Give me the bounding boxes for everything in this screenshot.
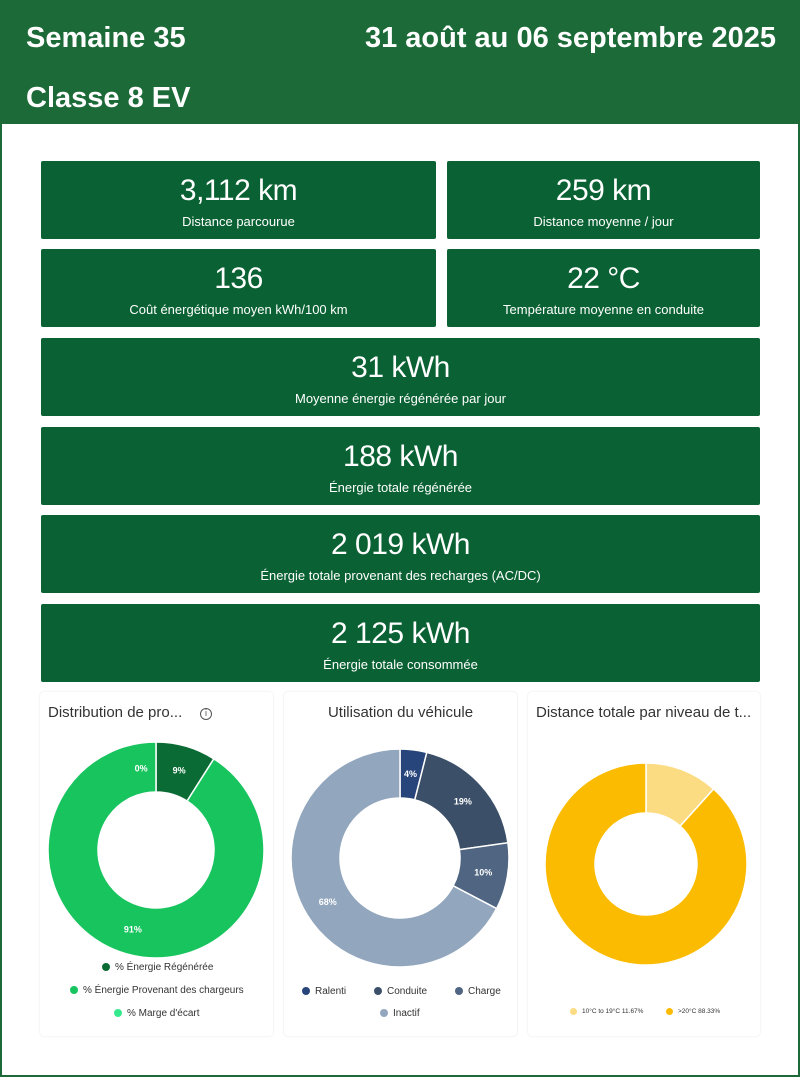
legend-swatch	[102, 963, 110, 971]
kpi-label: Coût énergétique moyen kWh/100 km	[129, 302, 348, 317]
temperature-distance-chart-panel	[528, 692, 760, 1036]
kpi-label: Énergie totale régénérée	[328, 480, 473, 495]
donut-slice-label: 68%	[318, 896, 337, 907]
report-header	[0, 0, 800, 124]
chart-title: Utilisation du véhicule	[327, 704, 474, 721]
legend-swatch	[114, 1009, 122, 1017]
kpi-distance	[41, 161, 436, 239]
donut-slice-label: 19%	[453, 796, 472, 807]
legend-label: Charge	[468, 986, 501, 997]
legend-swatch	[302, 987, 310, 995]
kpi-energy-cost	[41, 249, 436, 327]
legend-swatch	[666, 1008, 673, 1015]
donut-slice-label: 0%	[134, 763, 148, 774]
legend-label: Conduite	[387, 986, 428, 997]
legend-label: Ralenti	[315, 986, 347, 997]
legend-swatch	[374, 987, 382, 995]
donut-slice-label: 10%	[474, 867, 493, 878]
legend-swatch	[70, 986, 78, 994]
kpi-value: 188 kWh	[343, 440, 458, 473]
vehicle-usage-chart-panel	[284, 692, 517, 1036]
energy-source-chart-panel	[40, 692, 273, 1036]
donut-slice[interactable]	[545, 763, 747, 965]
kpi-label: Distance moyenne / jour	[533, 214, 674, 229]
kpi-value: 3,112 km	[179, 174, 298, 207]
donut-slice-label: 91%	[123, 924, 142, 935]
kpi-label: Énergie totale consommée	[323, 657, 478, 672]
chart-title: Distribution de pro...	[48, 704, 183, 721]
temperature-distance-donut	[528, 692, 760, 1036]
vehicle-class: Classe 8 EV	[26, 82, 191, 114]
kpi-label: Distance parcourue	[182, 214, 295, 229]
kpi-value: 136	[214, 262, 263, 295]
donut-slice-label: 4%	[403, 769, 417, 780]
legend-item	[102, 962, 213, 973]
legend-label: % Énergie Régénérée	[115, 962, 214, 973]
legend-label: >20°C 88.33%	[678, 1008, 721, 1016]
kpi-value: 259 km	[555, 174, 652, 207]
date-range: 31 août au 06 septembre 2025	[364, 22, 776, 54]
legend-item	[302, 986, 346, 997]
legend-label: % Marge d'écart	[127, 1008, 200, 1019]
kpi-value: 22 °C	[567, 262, 640, 295]
vehicle-usage-donut	[284, 692, 517, 1036]
kpi-total-charge	[41, 515, 760, 593]
donut-slice[interactable]	[48, 742, 264, 958]
kpi-avg-regen	[41, 338, 760, 416]
legend-item	[380, 1008, 420, 1019]
kpi-temperature	[447, 249, 760, 327]
kpi-label: Moyenne énergie régénérée par jour	[294, 391, 507, 406]
legend-label: Inactif	[393, 1008, 420, 1019]
week-label: Semaine 35	[26, 22, 186, 54]
legend-swatch	[570, 1008, 577, 1015]
legend-label: % Énergie Provenant des chargeurs	[83, 985, 244, 996]
kpi-label: Énergie totale provenant des recharges (AC/DC)	[260, 568, 541, 583]
kpi-total-regen	[41, 427, 760, 505]
legend-item	[114, 1008, 200, 1019]
legend-label: 10°C to 19°C 11.67%	[582, 1008, 644, 1016]
kpi-total-consumed	[41, 604, 760, 682]
legend-swatch	[380, 1009, 388, 1017]
kpi-avg-distance	[447, 161, 760, 239]
legend-swatch	[455, 987, 463, 995]
kpi-value: 31 kWh	[351, 351, 450, 384]
kpi-value: 2 019 kWh	[331, 528, 470, 561]
legend-item	[570, 1008, 643, 1015]
kpi-value: 2 125 kWh	[331, 617, 470, 650]
chart-title: Distance totale par niveau de t...	[536, 704, 752, 721]
legend-item	[666, 1008, 720, 1015]
legend-item	[455, 986, 501, 997]
kpi-label: Température moyenne en conduite	[503, 302, 704, 317]
legend-item	[374, 986, 427, 997]
legend-item	[70, 985, 244, 996]
info-icon[interactable]: i	[200, 708, 212, 720]
donut-slice-label: 9%	[172, 765, 186, 776]
